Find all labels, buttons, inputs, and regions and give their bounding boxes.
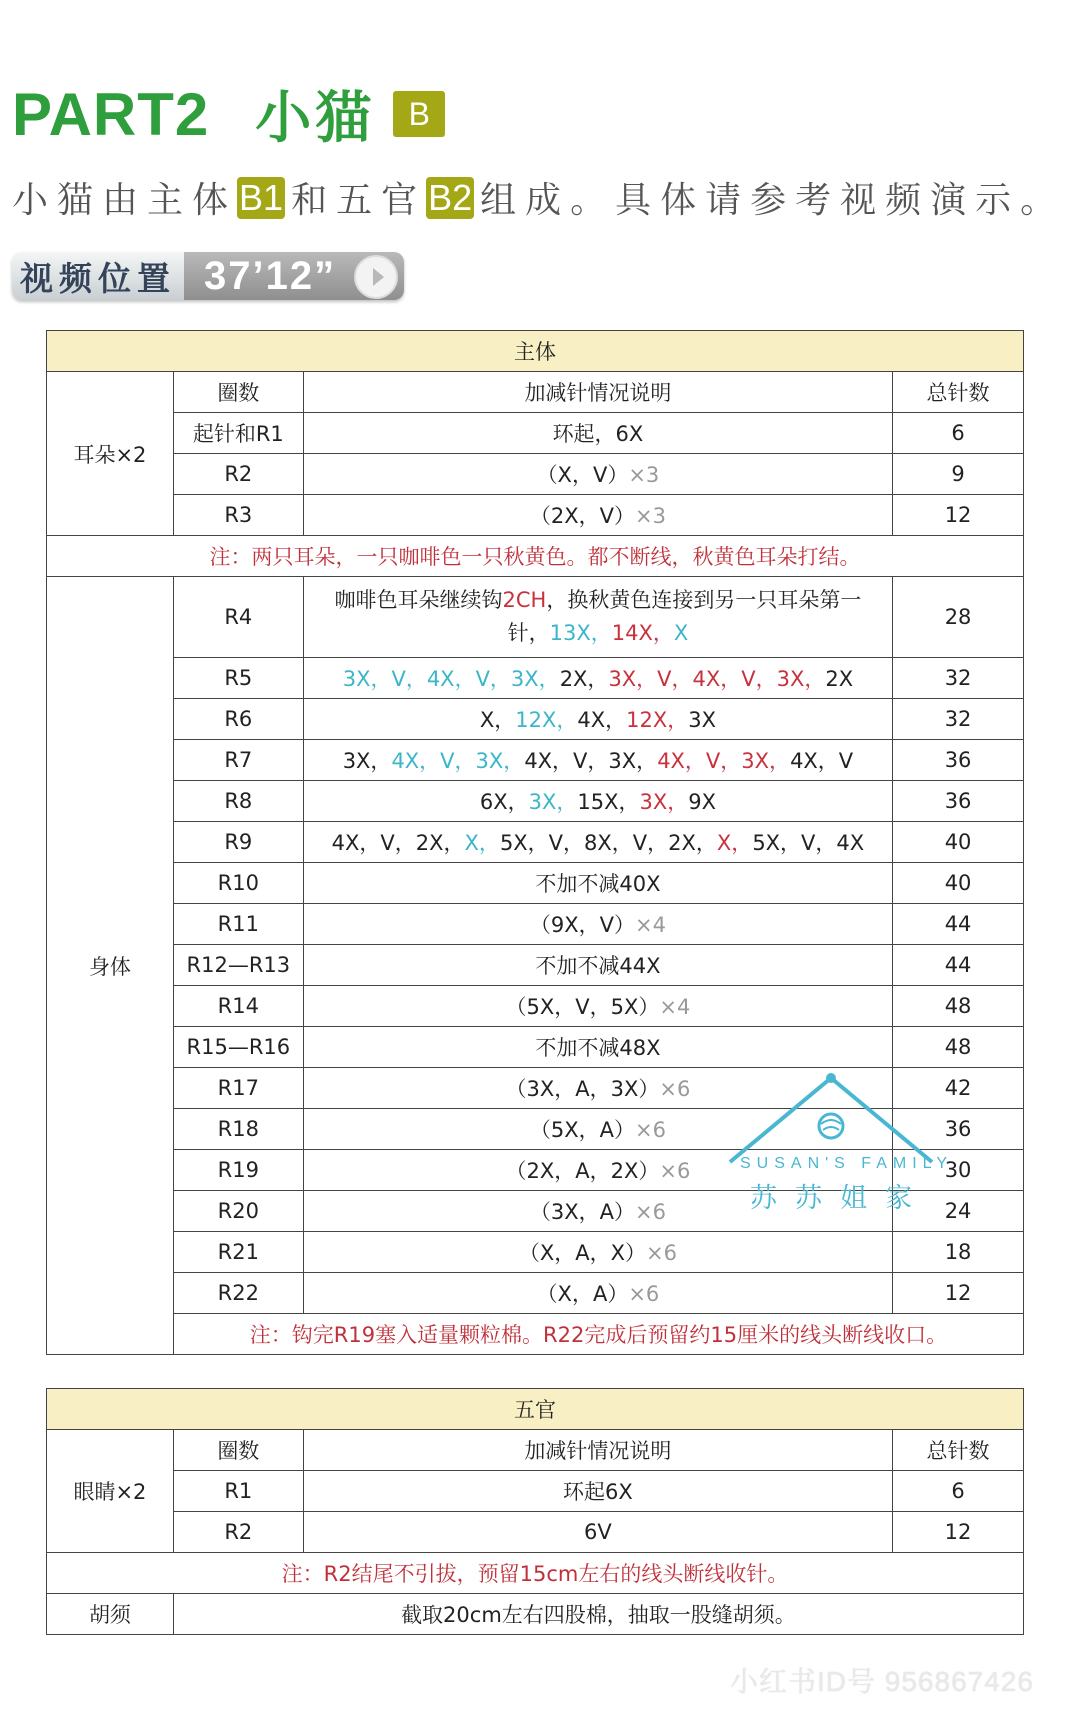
round-cell: R2 — [173, 454, 303, 495]
desc-cell: X，12X，4X，12X，3X — [303, 699, 892, 740]
round-cell: R3 — [173, 495, 303, 536]
table-row — [47, 1594, 1024, 1635]
body-note: 注：钩完R19塞入适量颗粒棉。R22完成后预留约15厘米的线头断线收口。 — [173, 1314, 1023, 1355]
col-header-round: 圈数 — [173, 372, 303, 413]
watermark-brand-cn: 苏苏姐家 — [750, 1183, 930, 1214]
desc-cell: 6X，3X，15X，3X，9X — [303, 781, 892, 822]
table-row: R19 （2X，A，2X）×6 30 — [47, 1150, 1024, 1191]
pattern-name: 小猫 — [255, 86, 376, 151]
round-cell: R9 — [173, 822, 303, 863]
tag-b1: B1 — [239, 176, 284, 218]
table-row: R11 （9X，V）×4 44 — [47, 904, 1024, 945]
table-row — [47, 822, 1024, 863]
col-header-total: 总针数 — [893, 1430, 1024, 1471]
intro-part-1: 小猫由主体 — [12, 180, 238, 221]
desc-cell: 环起，6X — [303, 413, 892, 454]
play-icon[interactable] — [354, 255, 398, 299]
desc-cell: 咖啡色耳朵继续钩2CH，换秋黄色连接到另一只耳朵第一 针，13X，14X，X — [303, 577, 892, 658]
desc-cell: 3X，4X，V，3X，4X，V，3X，4X，V，3X，4X，V — [303, 740, 892, 781]
table-title: 主体 — [47, 331, 1024, 372]
whiskers-desc: 截取20cm左右四股棉，抽取一股缝胡须。 — [173, 1594, 1023, 1635]
round-cell: R6 — [173, 699, 303, 740]
total-cell: 6 — [893, 413, 1024, 454]
table-row — [47, 658, 1024, 699]
total-cell: 36 — [893, 740, 1024, 781]
total-cell: 12 — [893, 495, 1024, 536]
table-row — [47, 781, 1024, 822]
features-pattern-table — [46, 1388, 1024, 1635]
desc-cell: 4X，V，2X，X，5X，V，8X，V，2X，X，5X，V，4X — [303, 822, 892, 863]
table-row — [47, 495, 1024, 536]
group-ears: 耳朵×2 — [47, 372, 174, 536]
total-cell: 32 — [893, 699, 1024, 740]
round-cell: 起针和R1 — [173, 413, 303, 454]
table-row — [47, 413, 1024, 454]
total-cell: 9 — [893, 454, 1024, 495]
total-cell: 28 — [893, 577, 1024, 658]
table-row — [47, 699, 1024, 740]
group-eyes: 眼睛×2 — [47, 1430, 174, 1553]
ears-note: 注：两只耳朵，一只咖啡色一只秋黄色。都不断线，秋黄色耳朵打结。 — [47, 536, 1024, 577]
col-header-desc: 加减针情况说明 — [303, 372, 892, 413]
table-row: R20 （3X，A）×6 24 — [47, 1191, 1024, 1232]
table-row: R12—R13 不加不减44X 44 — [47, 945, 1024, 986]
video-position-banner[interactable] — [12, 252, 404, 300]
total-cell: 40 — [893, 822, 1024, 863]
eyes-note: 注：R2结尾不引拔，预留15cm左右的线头断线收针。 — [47, 1553, 1024, 1594]
total-cell: 36 — [893, 781, 1024, 822]
part-label: PART2 — [12, 80, 210, 148]
total-cell: 32 — [893, 658, 1024, 699]
desc-cell: 3X，V，4X，V，3X，2X，3X，V，4X，V，3X，2X — [303, 658, 892, 699]
table-row: R22 （X，A）×6 12 — [47, 1273, 1024, 1314]
group-whiskers: 胡须 — [47, 1594, 174, 1635]
table-row: R17 （3X，A，3X）×6 42 — [47, 1068, 1024, 1109]
section-badge: B — [393, 91, 445, 137]
group-body: 身体 — [47, 577, 174, 1355]
table-row — [47, 740, 1024, 781]
page-title — [12, 74, 445, 154]
table-row: R10 不加不减40X 40 — [47, 863, 1024, 904]
table-row: R15—R16 不加不减48X 48 — [47, 1027, 1024, 1068]
round-cell: R4 — [173, 577, 303, 658]
tag-b2: B2 — [428, 176, 473, 218]
desc-cell: （X，V）×3 — [303, 454, 892, 495]
round-cell: R8 — [173, 781, 303, 822]
col-header-total: 总针数 — [893, 372, 1024, 413]
table-title: 五官 — [47, 1389, 1024, 1430]
table-row: R2 6V 12 — [47, 1512, 1024, 1553]
table-row: R21 （X，A，X）×6 18 — [47, 1232, 1024, 1273]
round-cell: R5 — [173, 658, 303, 699]
video-position-label: 视频位置 — [12, 252, 184, 300]
video-timestamp — [184, 252, 404, 300]
intro-part-3: 组成。具体请参考视频演示。 — [480, 180, 1066, 221]
table-row — [47, 454, 1024, 495]
desc-cell: （2X，V）×3 — [303, 495, 892, 536]
col-header-round: 圈数 — [173, 1430, 303, 1471]
xiaohongshu-watermark: 小红书ID号 956867426 — [730, 1666, 1034, 1697]
intro-part-2: 和五官 — [291, 180, 427, 221]
round-cell: R7 — [173, 740, 303, 781]
table-row: R1 环起6X 6 — [47, 1471, 1024, 1512]
table-row — [47, 577, 1024, 658]
timestamp-text: 37’12” — [204, 253, 337, 298]
watermark-brand-en: SUSAN'S FAMILY — [740, 1155, 954, 1172]
intro-text — [12, 172, 1065, 223]
table-row: R18 （5X，A）×6 36 — [47, 1109, 1024, 1150]
col-header-desc: 加减针情况说明 — [303, 1430, 892, 1471]
table-row: R14 （5X，V，5X）×4 48 — [47, 986, 1024, 1027]
